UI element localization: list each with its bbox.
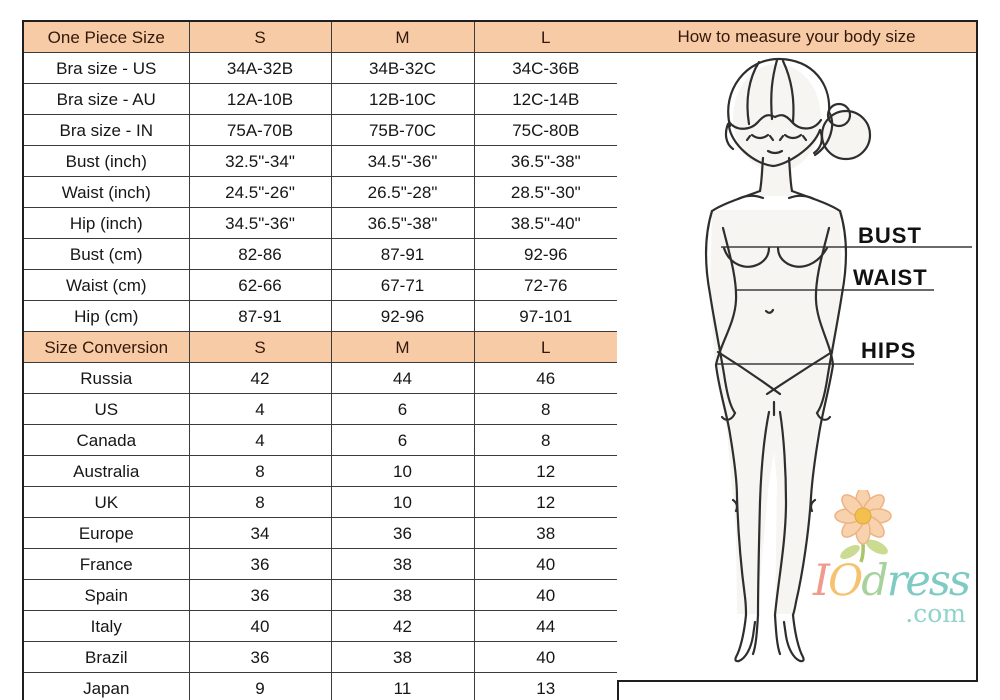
cell: 6 [331,425,474,456]
size-chart-body [23,21,618,700]
row-label: Bust (cm) [23,239,189,270]
cell: 40 [189,611,331,642]
table-row [23,53,618,84]
measure-panel-title: How to measure your body size [617,22,976,53]
row-label: US [23,394,189,425]
table-row [23,673,618,700]
brand-wordmark [813,556,974,606]
size-chart-table [22,20,619,700]
row-label: Bra size - IN [23,115,189,146]
table-row [23,642,618,673]
cell: 82-86 [189,239,331,270]
cell: 26.5"-28" [331,177,474,208]
cell: 4 [189,425,331,456]
cell: 36 [189,549,331,580]
table-row [23,239,618,270]
section-header-label: One Piece Size [23,21,189,53]
cell: 46 [474,363,618,394]
row-label: Brazil [23,642,189,673]
row-label: Waist (inch) [23,177,189,208]
table-row [23,115,618,146]
cell: 34B-32C [331,53,474,84]
cell: 38 [331,580,474,611]
cell: 12B-10C [331,84,474,115]
section-header-label: Size Conversion [23,332,189,363]
cell: 62-66 [189,270,331,301]
cell: 28.5"-30" [474,177,618,208]
cell: 38 [474,518,618,549]
cell: 87-91 [189,301,331,332]
cell: 38 [331,549,474,580]
bust-label: BUST [858,223,922,248]
brand-letter-o: O [828,556,862,606]
row-label: Australia [23,456,189,487]
cell: 8 [474,425,618,456]
table-row [23,611,618,642]
cell: 10 [331,487,474,518]
table-row [23,146,618,177]
table-row [23,177,618,208]
row-label: Hip (inch) [23,208,189,239]
cell: 40 [474,642,618,673]
cell: 42 [189,363,331,394]
cell: 24.5"-26" [189,177,331,208]
cell: 32.5"-34" [189,146,331,177]
header-row [23,21,618,53]
cell: 12C-14B [474,84,618,115]
cell: 34.5"-36" [189,208,331,239]
cell: 8 [189,456,331,487]
row-label: France [23,549,189,580]
cell: 92-96 [474,239,618,270]
cell: 38.5"-40" [474,208,618,239]
cell: 11 [331,673,474,700]
cell: 44 [331,363,474,394]
cell: 10 [331,456,474,487]
row-label: Canada [23,425,189,456]
cell: 40 [474,549,618,580]
cell: 72-76 [474,270,618,301]
row-label: Spain [23,580,189,611]
row-label: Bust (inch) [23,146,189,177]
brand-letters-ress: ress [886,556,969,606]
cell: 12 [474,487,618,518]
header-row [23,332,618,363]
column-header: L [474,332,618,363]
brand-logo [813,490,974,626]
column-header: S [189,332,331,363]
cell: 34C-36B [474,53,618,84]
cell: 87-91 [331,239,474,270]
measure-panel [617,20,978,682]
table-row [23,425,618,456]
row-label: Bra size - US [23,53,189,84]
column-header: M [331,21,474,53]
row-label: Waist (cm) [23,270,189,301]
row-label: Hip (cm) [23,301,189,332]
cell: 8 [189,487,331,518]
table-row [23,301,618,332]
row-label: Italy [23,611,189,642]
table-row [23,84,618,115]
cell: 4 [189,394,331,425]
table-row [23,580,618,611]
cell: 36.5"-38" [474,146,618,177]
cell: 34 [189,518,331,549]
row-label: Bra size - AU [23,84,189,115]
table-row [23,394,618,425]
brand-letter-i: I [813,556,828,606]
cell: 9 [189,673,331,700]
cell: 38 [331,642,474,673]
row-label: UK [23,487,189,518]
cell: 97-101 [474,301,618,332]
cell: 36 [189,642,331,673]
table-row [23,518,618,549]
table-row [23,208,618,239]
cell: 75C-80B [474,115,618,146]
table-row [23,456,618,487]
table-row [23,363,618,394]
table-row [23,549,618,580]
column-header: L [474,21,618,53]
column-header: M [331,332,474,363]
brand-letter-d: d [861,556,887,606]
cell: 75A-70B [189,115,331,146]
brand-domain-suffix: .com [905,599,966,628]
column-header: S [189,21,331,53]
table-row [23,487,618,518]
hips-label: HIPS [861,338,917,363]
cell: 36.5"-38" [331,208,474,239]
row-label: Europe [23,518,189,549]
cell: 12A-10B [189,84,331,115]
cell: 6 [331,394,474,425]
cell: 12 [474,456,618,487]
row-label: Russia [23,363,189,394]
cell: 40 [474,580,618,611]
cell: 92-96 [331,301,474,332]
cell: 42 [331,611,474,642]
cell: 36 [331,518,474,549]
cell: 36 [189,580,331,611]
cell: 44 [474,611,618,642]
cell: 8 [474,394,618,425]
cell: 34A-32B [189,53,331,84]
waist-label: WAIST [853,265,928,290]
cell: 13 [474,673,618,700]
cell: 67-71 [331,270,474,301]
table-row [23,270,618,301]
row-label: Japan [23,673,189,700]
cell: 34.5"-36" [331,146,474,177]
cell: 75B-70C [331,115,474,146]
